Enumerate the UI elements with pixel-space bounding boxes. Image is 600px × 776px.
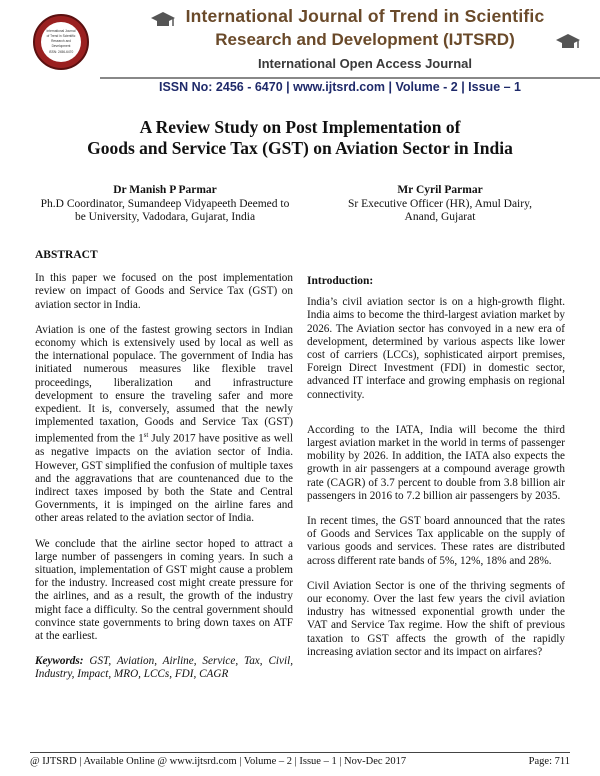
graduation-cap-icon [150, 10, 176, 30]
journal-title-line-1: International Journal of Trend in Scientific [185, 6, 545, 26]
author-2-affiliation-line-2: Anand, Gujarat [404, 211, 476, 223]
issn-line: ISSN No: 2456 - 6470 | www.ijtsrd.com | Volume - 2 | Issue – 1 [158, 80, 521, 94]
page-number: Page: 711 [528, 756, 570, 767]
abstract-heading: ABSTRACT [35, 249, 98, 261]
abstract-paragraph-2 [35, 324, 293, 526]
paper-title [40, 117, 560, 159]
abstract-p2-start: Aviation is one of the fastest growing sectors in Indian economy which is extensively used by local as well as the international populace. The government of India has initiated numerous measures like flexible travel proceedings, liberalization and infrastructure development to ensure the traveling safer and more expedient. It is, conversely, assumed that the newly implemented taxation, Goods and Service Tax (GST) implemented from the 1 [35, 323, 293, 446]
footer-text: @ IJTSRD | Available Online @ www.ijtsrd.com | Volume – 2 | Issue – 1 | Nov-Dec 2017 [30, 756, 407, 767]
keywords-list: GST, Aviation, Airline, Service, Tax, Civil, Industry, Impact, MRO, LCCs, FDI, CAGR [35, 655, 293, 681]
intro-paragraph-4: Civil Aviation Sector is one of the thriving segments of our economy. Over the last few years the civil aviation industry has witnessed exponential growth under the VAT and Service Tax regime. How the shift of previous taxation to GST affects the growth of the rapidly increasing aviation sector and its impact on airfares? [307, 579, 565, 658]
author-1-name: Dr Manish P Parmar [113, 184, 217, 196]
logo-line-1: International Journal [46, 29, 76, 33]
author-2-name: Mr Cyril Parmar [397, 184, 483, 196]
logo-line-4: Development [51, 44, 71, 48]
author-2 [320, 184, 560, 225]
author-1 [30, 184, 300, 225]
paper-title-line-2: Goods and Service Tax (GST) on Aviation Sector in India [87, 138, 513, 158]
introduction-heading: Introduction: [307, 275, 374, 287]
footer-divider [30, 752, 570, 753]
intro-paragraph-1: India’s civil aviation sector is on a high-growth flight. India aims to become the third-largest aviation market by 2026. The Aviation sector has convoyed in a new era of development, determined by various aspects like lower cost of carriers (LCCs), sophisticated airport premises, Foreign Direct Investment (FDI) in domestic sector, advanced IT interface and growing emphasis on regional connectivity. [307, 296, 565, 401]
author-1-affiliation-line-2: be University, Vadodara, Gujarat, India [74, 211, 256, 223]
keywords-label: Keywords: [35, 655, 84, 668]
logo-line-5: ISSN: 2456-6470 [48, 50, 74, 54]
graduation-cap-icon-right [555, 32, 581, 52]
journal-seal-icon [32, 6, 90, 80]
abstract-p2-end: July 2017 have positive as well as negative impacts on the aviation sector of India. However, GST simplified the confusion of multiple taxes and the aggravations that are countenanced due to the indirect taxes imposed by both the State and Central Governments, it is impinged on the airline fares and other areas related to the aviation sector of India. [35, 433, 293, 525]
intro-paragraph-2: According to the IATA, India will become the third largest aviation market in the world in terms of passenger mobility by 2026. In addition, the IATA also expects the growth in air passengers at a compound average growth rate (CAGR) of 3.7 percent to double from 3.8 billion air passengers in 2016 to 7.2 billion air passengers by 2035. [307, 423, 565, 502]
journal-logo [32, 6, 90, 80]
author-2-affiliation-line-1: Sr Executive Officer (HR), Amul Dairy, [348, 197, 532, 210]
journal-header [0, 0, 600, 102]
right-column [307, 275, 565, 671]
left-column [35, 249, 293, 694]
paper-title-line-1: A Review Study on Post Implementation of [139, 117, 461, 137]
logo-line-2: of Trend in Scientific [46, 34, 76, 38]
abstract-paragraph-3: We conclude that the airline sector hoped to attract a large number of passengers in coming years. In such a situation, implementation of GST might cause a problem for the industry. Increased cost might create pressure for the airlines, and as a result, the growth of the industry might face a difficulty. So the central government should convince state governments to bring down taxes on ATF at the earliest. [35, 537, 293, 643]
author-1-affiliation-line-1: Ph.D Coordinator, Sumandeep Vidyapeeth Deemed to [40, 197, 290, 210]
ordinal-suffix: st [143, 431, 149, 440]
keywords [35, 655, 293, 681]
logo-line-3: Research and [51, 39, 71, 43]
journal-title-line-2: Research and Development (IJTSRD) [215, 30, 515, 49]
intro-paragraph-3: In recent times, the GST board announced that the rates of Goods and Services Tax applicable on the supply of various goods and services. These rates are distributed across different rate bands of 5%, 12%, 18% and 28%. [307, 515, 565, 567]
abstract-paragraph-1: In this paper we focused on the post implementation review on impact of Goods and Service Tax (GST) on aviation sector in India. [35, 272, 293, 311]
journal-subtitle: International Open Access Journal [257, 56, 473, 71]
